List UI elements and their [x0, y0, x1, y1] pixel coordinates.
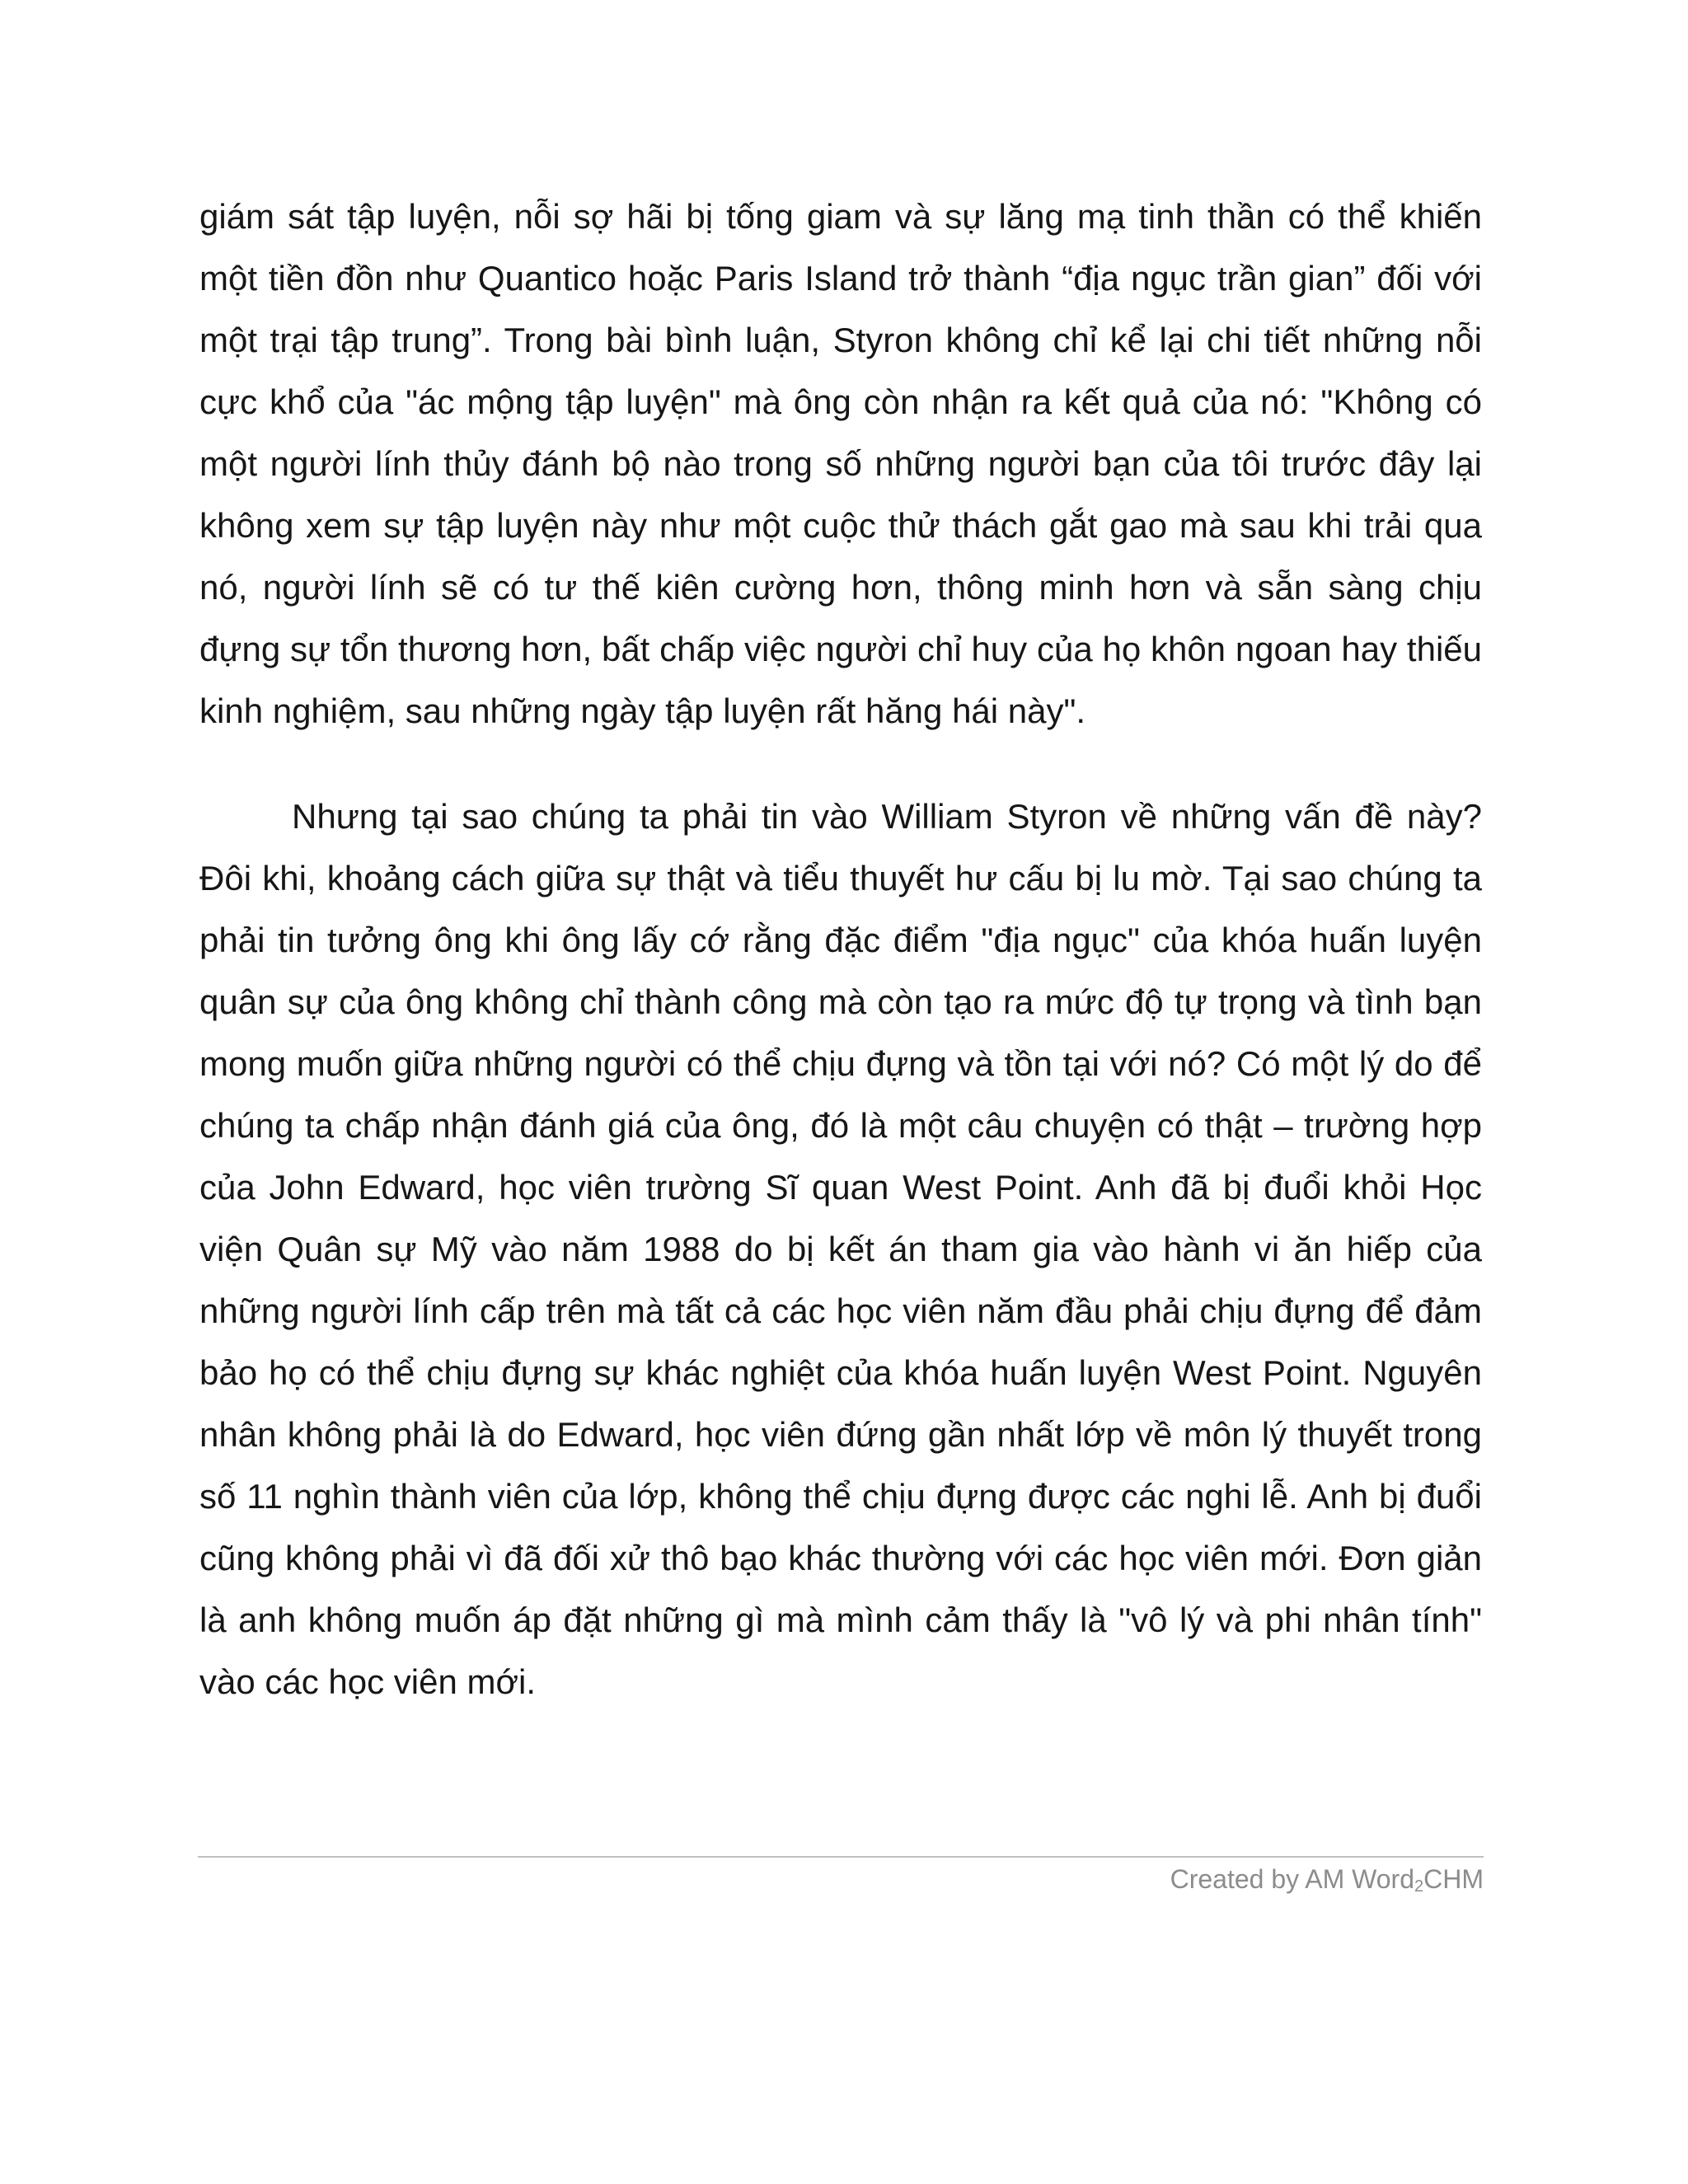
paragraph-1 — [199, 185, 1482, 742]
footer-credit-suffix: CHM — [1423, 1864, 1484, 1894]
footer-credit — [1170, 1864, 1484, 1896]
paragraph-1-text: giám sát tập luyện, nỗi sợ hãi bị tống giam và sự lăng mạ tinh thần có thể khiến một tiền đồn như Quantico hoặc Paris Island trở thành “địa ngục trần gian” đối với một trại tập trung”. Trong bài bình luận, Styron không chỉ kể lại chi tiết những nỗi cực khổ của "ác mộng tập luyện" mà ông còn nhận ra kết quả của nó: "Không có một người lính thủy đánh bộ nào trong số những người bạn của tôi trước đây lại không xem sự tập luyện này như một cuộc thử thách gắt gao mà sau khi trải qua nó, người lính sẽ có tư thế kiên cường hơn, thông minh hơn và sẵn sàng chịu đựng sự tổn thương hơn, bất chấp việc người chỉ huy của họ khôn ngoan hay thiếu kinh nghiệm, sau những ngày tập luyện rất hăng hái này". — [199, 197, 1482, 730]
footer-credit-prefix: Created by AM Word — [1170, 1864, 1414, 1894]
footer-credit-subscript: 2 — [1414, 1877, 1424, 1896]
paragraph-2 — [199, 785, 1482, 1713]
footer-divider — [198, 1856, 1484, 1858]
paragraph-2-text: Nhưng tại sao chúng ta phải tin vào William Styron về những vấn đề này? Đôi khi, khoảng cách giữa sự thật và tiểu thuyết hư cấu bị lu mờ. Tại sao chúng ta phải tin tưởng ông khi ông lấy cớ rằng đặc điểm "địa ngục" của khóa huấn luyện quân sự của ông không chỉ thành công mà còn tạo ra mức độ tự trọng và tình bạn mong muốn giữa những người có thể chịu đựng và tồn tại với nó? Có một lý do để chúng ta chấp nhận đánh giá của ông, đó là một câu chuyện có thật – trường hợp của John Edward, học viên trường Sĩ quan West Point. Anh đã bị đuổi khỏi Học viện Quân sự Mỹ vào năm 1988 do bị kết án tham gia vào hành vi ăn hiếp của những người lính cấp trên mà tất cả các học viên năm đầu phải chịu đựng để đảm bảo họ có thể chịu đựng sự khác nghiệt của khóa huấn luyện West Point. Nguyên nhân không phải là do Edward, học viên đứng gần nhất lớp về môn lý thuyết trong số 11 nghìn thành viên của lớp, không thể chịu đựng được các nghi lễ. Anh bị đuổi cũng không phải vì đã đối xử thô bạo khác thường với các học viên mới. Đơn giản là anh không muốn áp đặt những gì mà mình cảm thấy là "vô lý và phi nhân tính" vào các học viên mới. — [199, 797, 1482, 1701]
